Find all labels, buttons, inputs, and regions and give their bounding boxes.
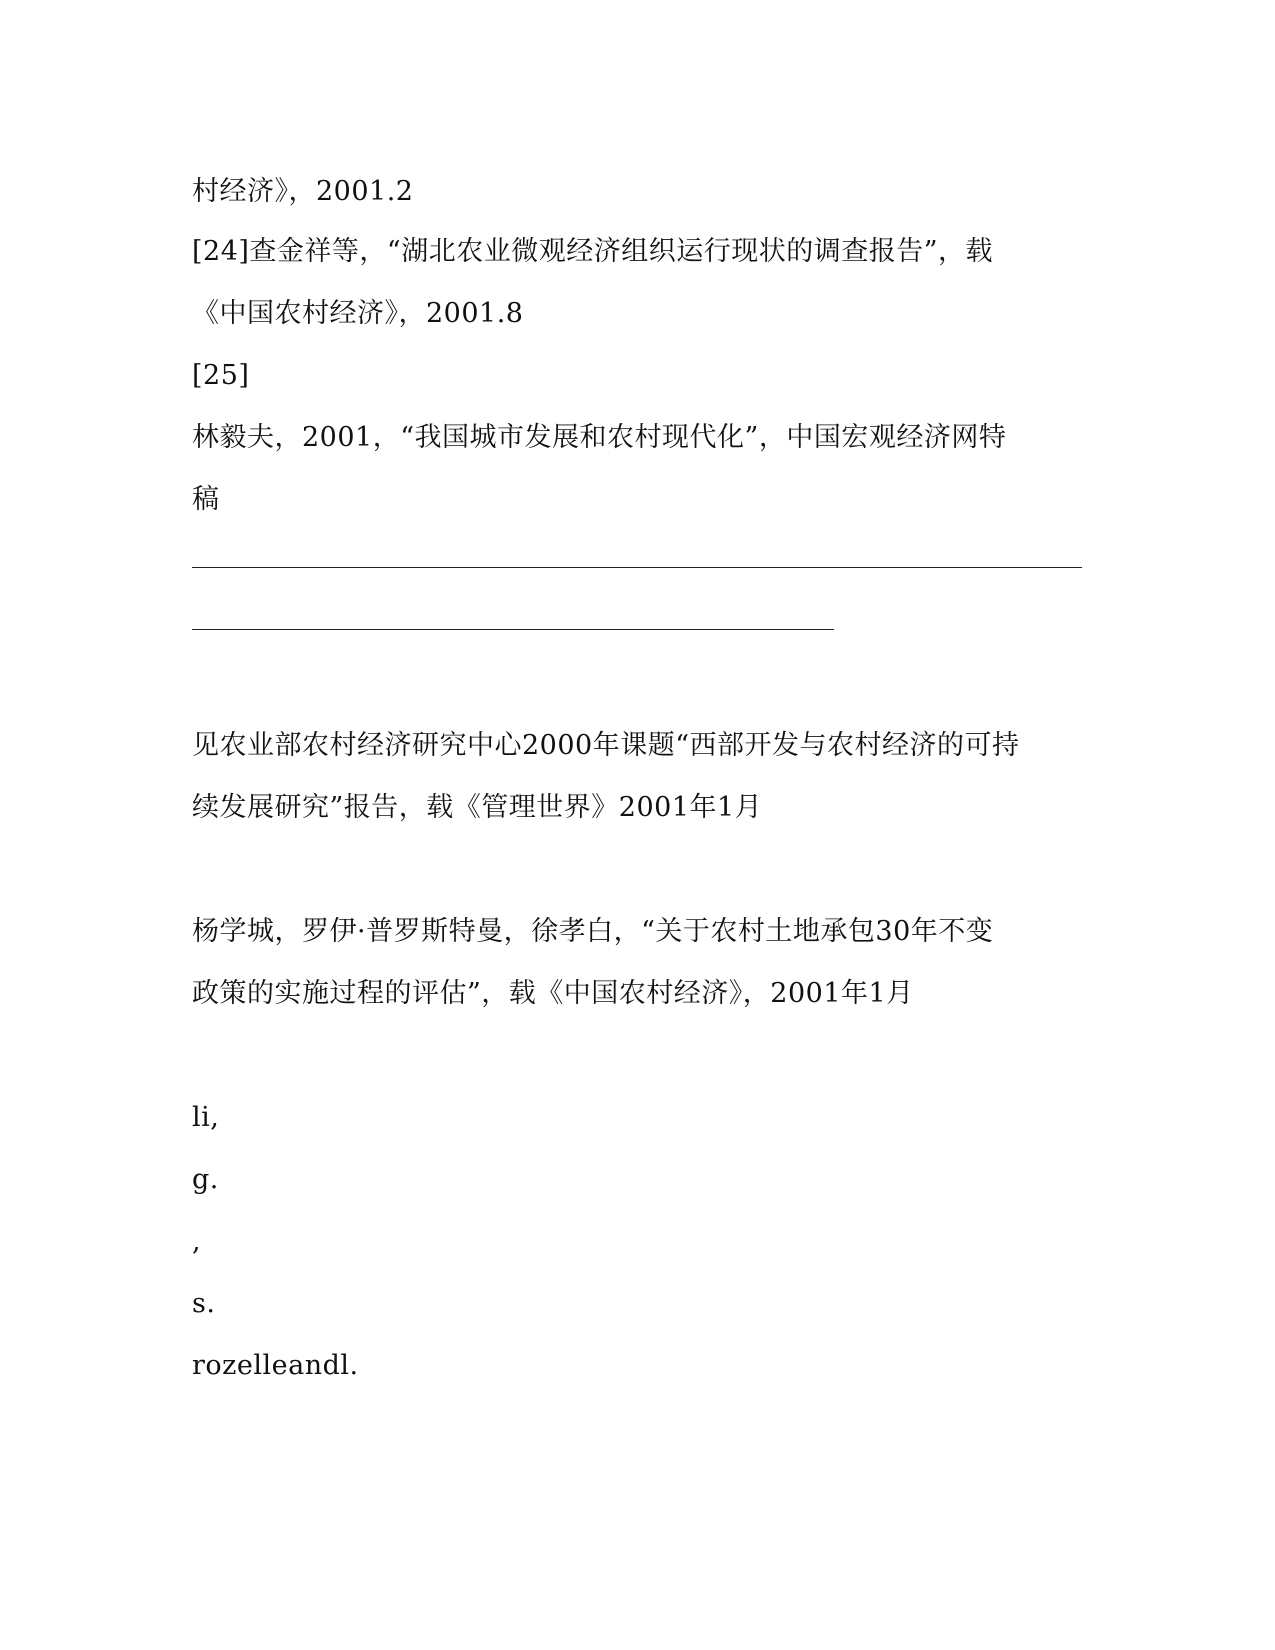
footnote-3-fragment: g. bbox=[192, 1164, 219, 1195]
reference-24-line-1: [24]查金祥等，“湖北农业微观经济组织运行现状的调查报告”，载 bbox=[192, 236, 994, 267]
text-line: 村经济》，2001.2 bbox=[192, 176, 414, 207]
reference-24-line-2: 《中国农村经济》，2001.8 bbox=[192, 298, 524, 329]
reference-25-line-1: 林毅夫，2001，“我国城市发展和农村现代化”，中国宏观经济网特 bbox=[192, 422, 1007, 453]
footnote-1-line-2: 续发展研究”报告，载《管理世界》2001年1月 bbox=[192, 792, 763, 823]
reference-25-number: [25] bbox=[192, 360, 250, 391]
footnote-3-fragment: , bbox=[192, 1226, 202, 1257]
footnote-3-fragment: rozelleandl. bbox=[192, 1350, 359, 1381]
footnote-2-line-2: 政策的实施过程的评估”，载《中国农村经济》，2001年1月 bbox=[192, 978, 914, 1009]
footnote-1-line-1: 见农业部农村经济研究中心2000年课题“西部开发与农村经济的可持 bbox=[192, 730, 1020, 761]
footnote-2-line-1: 杨学城，罗伊·普罗斯特曼，徐孝白，“关于农村土地承包30年不变 bbox=[192, 916, 994, 947]
footnote-3-fragment: s. bbox=[192, 1288, 216, 1319]
footnote-separator-long bbox=[192, 567, 1082, 568]
footnote-3-fragment: li, bbox=[192, 1102, 220, 1133]
footnote-separator-short bbox=[192, 629, 834, 630]
reference-25-line-2: 稿 bbox=[192, 484, 220, 515]
